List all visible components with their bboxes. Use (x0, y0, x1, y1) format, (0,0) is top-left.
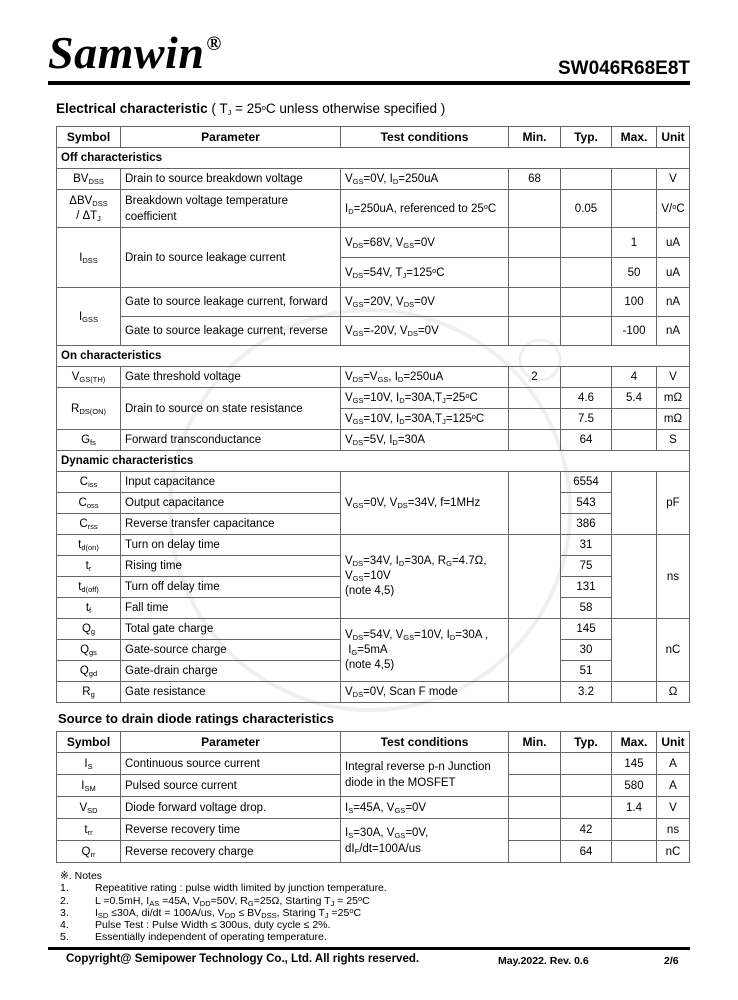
table-row: VGS(TH) Gate threshold voltage VDS=VGS, ID=250uA 2 4 V (57, 367, 690, 388)
table-row: trr Reverse recovery time IS=30A, VGS=0V, dIF/dt=100A/us 42 ns (57, 819, 690, 841)
col-parameter: Parameter (121, 127, 341, 148)
header-rule (48, 81, 690, 85)
page-number: 2/6 (664, 955, 679, 967)
table-row: Qrr Reverse recovery charge 64 nC (57, 841, 690, 863)
table-header-row (57, 127, 690, 148)
electrical-characteristics-table (56, 126, 690, 703)
col-typ: Typ. (561, 127, 612, 148)
col-max: Max. (612, 127, 657, 148)
table-row: tf Fall time 58 (57, 598, 690, 619)
diode-ratings-table (56, 731, 690, 863)
table-row: ISM Pulsed source current 580 A (57, 775, 690, 797)
table-row: RDS(ON) Drain to source on state resistance VGS=10V, $ID=30A,TJ=25^oC$ 4.6 5.4 mΩ (57, 388, 690, 409)
table-row: ΔBVDSS / ΔTJ Breakdown voltage temperature coefficient ID=250uA, referenced to 25$^o$C 0.05 V/$^o$C (57, 190, 690, 228)
table-row: Gate to source leakage current, reverse VGS=-20V, VDS=0V -100 nA (57, 317, 690, 346)
col-symbol: Symbol (57, 127, 121, 148)
col-unit: Unit (657, 127, 690, 148)
table-header-row: Symbol Parameter Test conditions Min. Typ. Max. Unit (57, 732, 690, 753)
table-row: Gfs Forward transconductance VDS=5V, ID=30A 64 S (57, 430, 690, 451)
table-row: Qgd Gate-drain charge 51 (57, 661, 690, 682)
section-title: Electrical characteristic ( $T_J = 25^oC$ unless otherwise specified ) (56, 101, 446, 117)
table-row: VSD Diode forward voltage drop. IS=45A, VGS=0V 1.4 V (57, 797, 690, 819)
table-row: Crss Reverse transfer capacitance 386 (57, 514, 690, 535)
samwin-logo: Samwin ® (48, 27, 222, 78)
table-row: Ciss Input capacitance VGS=0V, VDS=34V, f=1MHz 6554 pF (57, 472, 690, 493)
notes: ※. Notes 1. Repeatitive rating : pulse width limited by junction temperature. 2. L =0.5mH, IAS =45A, VDD=50V, RG=25Ω, Starting TJ = $25^oC$ 3. ISD ≤30A, di/dt = 100A/us, VDD ≤ BVDSS, Staring TJ $=25^oC$ 4. Pulse Test : Pulse Width ≤ 300us, duty cycle ≤ 2%. 5. Essentially independent of operating temperature. (60, 870, 387, 944)
footer-rule (48, 947, 690, 950)
col-min: Min. (509, 127, 561, 148)
table-row: Rg Gate resistance VDS=0V, Scan F mode 3.2 Ω (57, 682, 690, 703)
section-dynamic: Dynamic characteristics (57, 451, 690, 472)
part-number: SW046R68E8T (557, 58, 690, 79)
copyright: Copyright@ Semipower Technology Co., Ltd. All rights reserved. (66, 953, 420, 965)
table-row: Coss Output capacitance 543 (57, 493, 690, 514)
table-row: IGSS Gate to source leakage current, forward VGS=20V, VDS=0V 100 nA (57, 288, 690, 317)
table-row: IS Continuous source current Integral reverse p-n Junction diode in the MOSFET 145 A (57, 753, 690, 775)
col-test: Test conditions (341, 127, 509, 148)
table-row: tr Rising time 75 (57, 556, 690, 577)
section-off: Off characteristics (57, 148, 690, 169)
diode-section-title: Source to drain diode ratings characteristics (58, 711, 334, 726)
table-row: td(on) Turn on delay time VDS=34V, ID=30A, RG=4.7Ω, VGS=10V (note 4,5) 31 ns (57, 535, 690, 556)
table-row: td(off) Turn off delay time 131 (57, 577, 690, 598)
revision-date: May.2022. Rev. 0.6 (498, 955, 589, 967)
section-on: On characteristics (57, 346, 690, 367)
table-row: IDSS Drain to source leakage current VDS=68V, VGS=0V 1 uA (57, 228, 690, 258)
table-row: VGS=10V, $ID=30A,TJ=125^oC$ 7.5 mΩ (57, 409, 690, 430)
table-row: Qg Total gate charge VDS=54V, VGS=10V, ID=30A , IG=5mA (note 4,5) 145 nC (57, 619, 690, 640)
table-row: Qgs Gate-source charge 30 (57, 640, 690, 661)
table-row: VDS=54V, $TJ=125^oC$ 50 uA (57, 258, 690, 288)
table-row: BVDSS Drain to source breakdown voltage VGS=0V, ID=250uA 68 V (57, 169, 690, 190)
